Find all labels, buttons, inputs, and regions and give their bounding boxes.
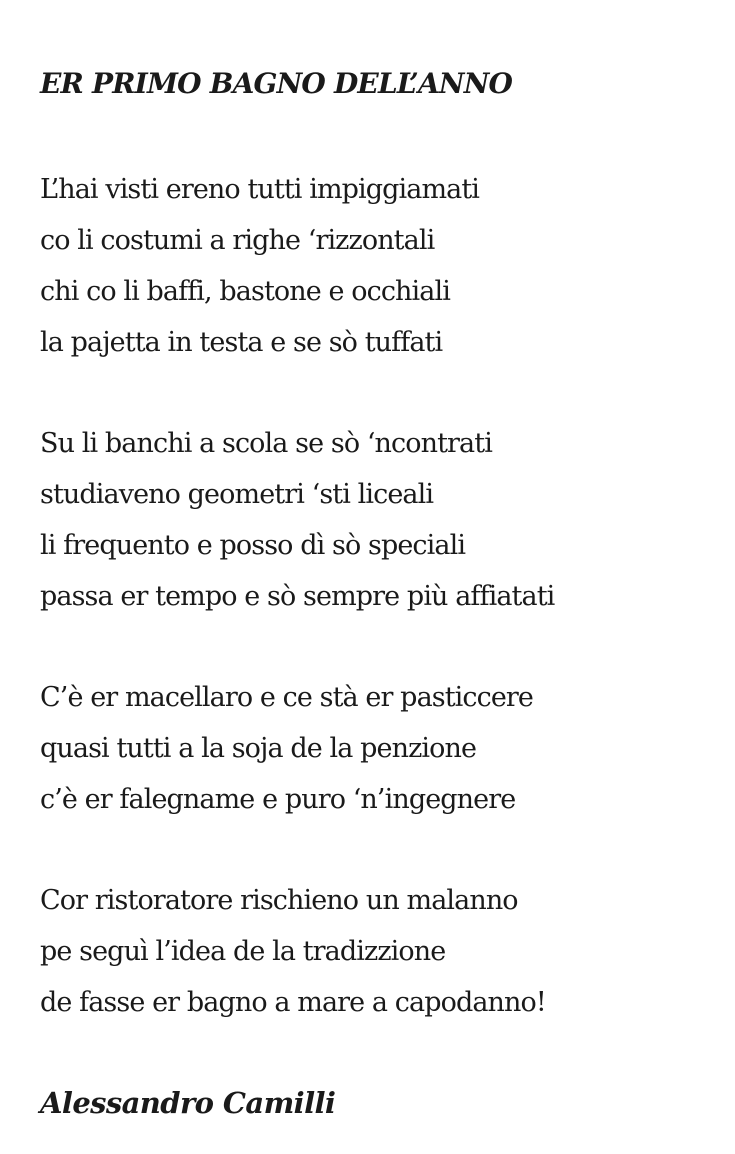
verse-line: C’è er macellaro e ce stà er pasticcere (40, 682, 534, 713)
poem-body (40, 164, 720, 1028)
verse-line: L’hai visti ereno tutti impiggiamati (40, 174, 480, 205)
verse-line: li frequento e posso dì sò speciali (40, 530, 466, 561)
verse-line: pe seguì l’idea de la tradizzione (40, 936, 446, 967)
poem-page (40, 60, 720, 1127)
verse-line: c’è er falegname e puro ‘n’ingegnere (40, 784, 516, 815)
stanza-1 (40, 164, 720, 368)
verse-line: la pajetta in testa e se sò tuffati (40, 327, 443, 358)
poem-title: ER PRIMO BAGNO DELL’ANNO (40, 67, 513, 100)
stanza-4 (40, 875, 720, 1028)
poem-author: Alessandro Camilli (40, 1086, 336, 1120)
verse-line: Su li banchi a scola se sò ‘ncontrati (40, 428, 492, 459)
stanza-2 (40, 418, 720, 622)
verse-line: chi co li baffi, bastone e occhiali (40, 276, 450, 307)
verse-line: co li costumi a righe ‘rizzontali (40, 225, 435, 256)
verse-line: quasi tutti a la soja de la penzione (40, 733, 477, 764)
stanza-3 (40, 672, 720, 825)
verse-line: de fasse er bagno a mare a capodanno! (40, 987, 546, 1018)
verse-line: passa er tempo e sò sempre più affiatati (40, 581, 555, 612)
verse-line: Cor ristoratore rischieno un malanno (40, 885, 518, 916)
verse-line: studiaveno geometri ‘sti liceali (40, 479, 434, 510)
